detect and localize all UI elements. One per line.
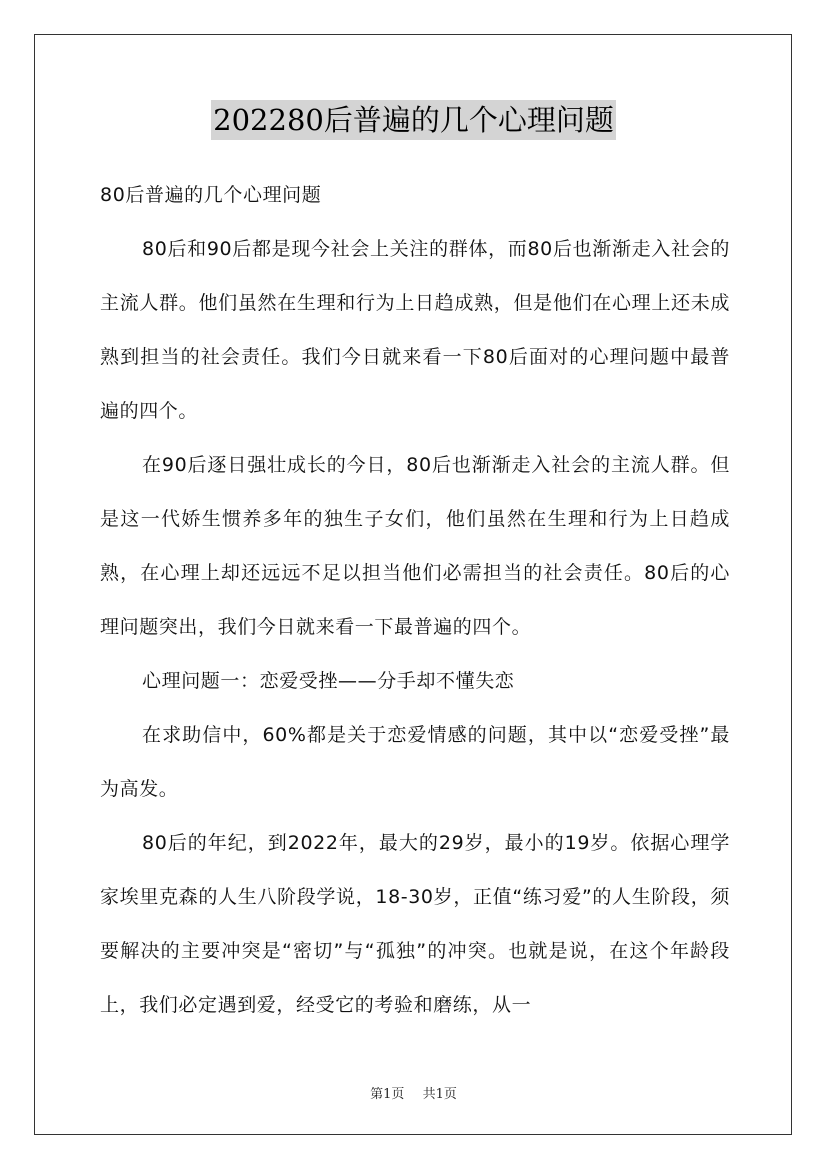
document-body xyxy=(100,168,730,1032)
paragraph: 80后和90后都是现今社会上关注的群体，而80后也渐渐走入社会的主流人群。他们虽然在生理和行为上日趋成熟，但是他们在心理上还未成熟到担当的社会责任。我们今日就来看一下80后面对的心理问题中最普遍的四个。 xyxy=(100,238,730,422)
page-number: 第1页 xyxy=(370,1087,405,1102)
paragraph: 在90后逐日强壮成长的今日，80后也渐渐走入社会的主流人群。但是这一代娇生惯养多年的独生子女们，他们虽然在生理和行为上日趋成熟，在心理上却还远远不足以担当他们必需担当的社会责任。80后的心理问题突出，我们今日就来看一下最普遍的四个。 xyxy=(100,454,730,638)
page-footer xyxy=(0,1083,827,1102)
paragraph: 80后的年纪，到2022年，最大的29岁，最小的19岁。依据心理学家埃里克森的人生八阶段学说，18-30岁，正值“练习爱”的人生阶段，须要解决的主要冲突是“密切”与“孤独”的冲突。也就是说，在这个年龄段上，我们必定遇到爱，经受它的考验和磨练，从一 xyxy=(100,832,730,1016)
paragraph: 在求助信中，60%都是关于恋爱情感的问题，其中以“恋爱受挫”最为高发。 xyxy=(100,724,730,800)
section-heading: 心理问题一：恋爱受挫——分手却不懂失恋 xyxy=(142,670,515,692)
document-title: 202280后普遍的几个心理问题 xyxy=(211,100,616,140)
title-area xyxy=(0,100,827,140)
paragraph-heading: 80后普遍的几个心理问题 xyxy=(100,184,322,206)
page-total: 共1页 xyxy=(422,1087,457,1102)
